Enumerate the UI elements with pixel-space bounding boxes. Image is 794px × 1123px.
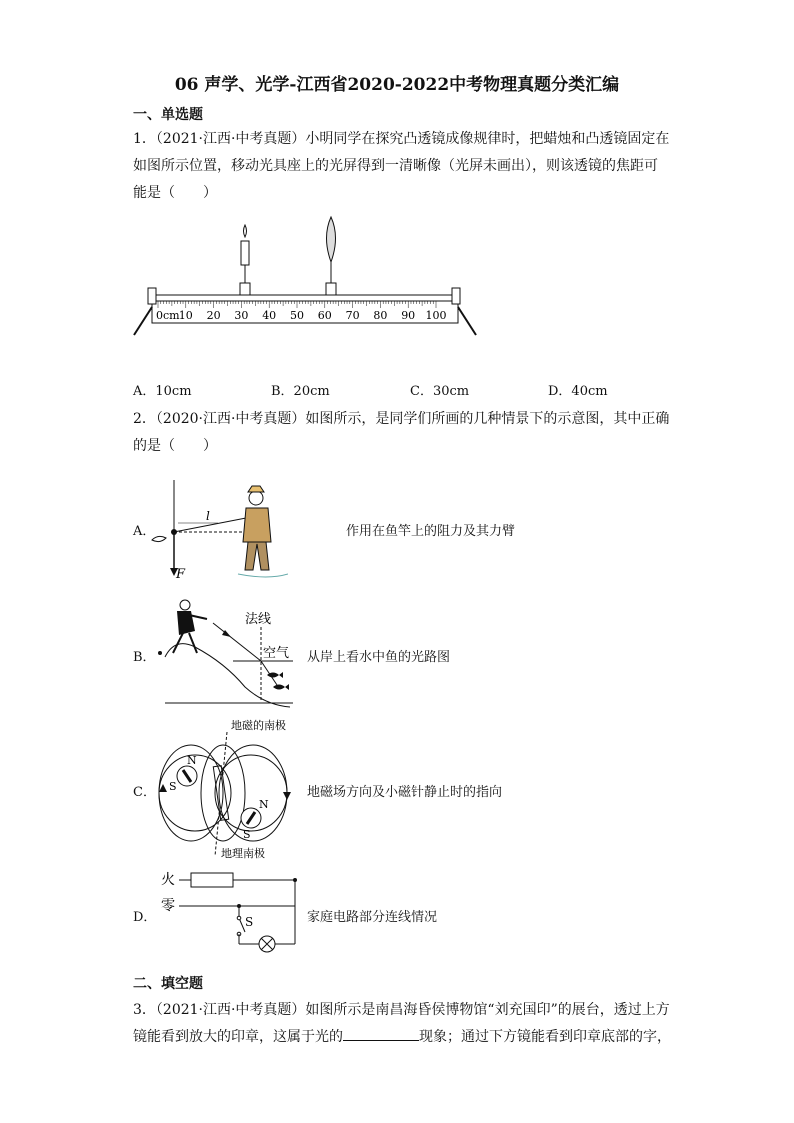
fisherman bbox=[238, 486, 288, 577]
compass-needle-right bbox=[241, 798, 269, 841]
q1-line-2: 如图所示位置，移动光具座上的光屏得到一清晰像（光屏未画出），则该透镜的焦距可 bbox=[133, 158, 658, 174]
q3-line-2: 镜能看到放大的印章，这属于光的 现象；通过下方镜能看到印章底部的字， bbox=[133, 1029, 671, 1045]
ruler-label: 60 bbox=[317, 309, 332, 322]
svg-text:S: S bbox=[169, 780, 177, 793]
light-path-figure bbox=[155, 597, 300, 709]
ruler-label: 100 bbox=[425, 309, 447, 322]
q2-option-d-desc: 家庭电路部分连线情况 bbox=[307, 910, 438, 925]
switch-label: S bbox=[245, 915, 254, 929]
q2-line-2: 的是（ ） bbox=[133, 438, 217, 454]
geomagnetic-south-label: 地磁的南极 bbox=[231, 719, 286, 732]
svg-text:N: N bbox=[259, 798, 269, 811]
ruler-label: 10 bbox=[178, 309, 193, 322]
lever-arm-label: l bbox=[206, 509, 210, 523]
question-2-text bbox=[133, 406, 669, 460]
q2-option-b-label[interactable]: B． bbox=[133, 650, 156, 665]
fishing-figure bbox=[148, 478, 288, 582]
q1-line-3: 能是（ ） bbox=[133, 185, 217, 201]
normal-label: 法线 bbox=[245, 612, 272, 627]
svg-text:N: N bbox=[187, 754, 197, 767]
q3-line-1: 3．（2021·江西·中考真题）如图所示是南昌海昏侯博物馆“刘充国印”的展台，透过上方 bbox=[133, 1002, 670, 1018]
ruler-label: 80 bbox=[373, 309, 388, 322]
ruler-label: 30 bbox=[234, 309, 249, 322]
q2-option-b-desc: 从岸上看水中鱼的光路图 bbox=[307, 650, 451, 665]
bench-top-rail bbox=[152, 295, 458, 301]
q2-option-c-desc: 地磁场方向及小磁针静止时的指向 bbox=[307, 785, 503, 800]
page-title: 06 声学、光学-江西省2020-2022中考物理真题分类汇编 bbox=[174, 75, 620, 95]
candle bbox=[240, 225, 250, 295]
q2-option-d-label[interactable]: D． bbox=[133, 910, 157, 925]
neutral-wire-label: 零 bbox=[161, 898, 175, 914]
ruler-label: 90 bbox=[401, 309, 416, 322]
ruler-label: 40 bbox=[262, 309, 277, 322]
force-label: F bbox=[176, 567, 186, 582]
optical-bench-figure bbox=[130, 215, 480, 340]
section-heading-single-choice: 一、单选题 bbox=[133, 107, 203, 123]
q1-option-b[interactable]: B．20cm bbox=[271, 384, 330, 399]
question-1-text bbox=[133, 126, 669, 207]
section-heading-fill-in: 二、填空题 bbox=[133, 976, 203, 992]
ruler-label: 50 bbox=[290, 309, 304, 322]
live-wire-label: 火 bbox=[161, 872, 175, 888]
ruler-label: 70 bbox=[345, 309, 360, 322]
bench-leg-left bbox=[134, 307, 152, 335]
q2-line-1: 2．（2020·江西·中考真题）如图所示，是同学们所画的几种情景下的示意图，其中正确 bbox=[133, 411, 670, 427]
question-3-text bbox=[133, 997, 671, 1051]
q1-option-d[interactable]: D．40cm bbox=[548, 384, 608, 399]
q3-answer-blank[interactable] bbox=[343, 1028, 419, 1041]
bench-leg-right bbox=[458, 307, 476, 335]
compass-needle-left bbox=[169, 754, 197, 793]
household-circuit-figure bbox=[155, 868, 303, 958]
fish-icon bbox=[273, 684, 289, 690]
fishing-rod bbox=[174, 518, 246, 532]
fuse bbox=[191, 873, 233, 887]
ruler-label: 20 bbox=[206, 309, 221, 322]
q2-option-c-label[interactable]: C． bbox=[133, 785, 156, 800]
air-label: 空气 bbox=[263, 646, 290, 661]
q1-option-a[interactable]: A．10cm bbox=[133, 384, 192, 399]
geographic-south-label: 地理南极 bbox=[221, 847, 265, 860]
earth-magnetic-field-figure bbox=[155, 716, 303, 862]
fish-icon bbox=[152, 536, 166, 541]
q1-line-1: 1．（2021·江西·中考真题）小明同学在探究凸透镜成像规律时，把蜡烛和凸透镜固定在 bbox=[133, 131, 670, 147]
ruler-label: 0cm bbox=[156, 309, 180, 322]
convex-lens bbox=[326, 217, 336, 295]
q1-option-c[interactable]: C．30cm bbox=[410, 384, 470, 399]
svg-text:S: S bbox=[243, 828, 251, 841]
q2-option-a-desc: 作用在鱼竿上的阻力及其力臂 bbox=[346, 524, 516, 539]
light-ray-air bbox=[213, 623, 261, 661]
q2-option-a-label[interactable]: A． bbox=[133, 524, 156, 539]
